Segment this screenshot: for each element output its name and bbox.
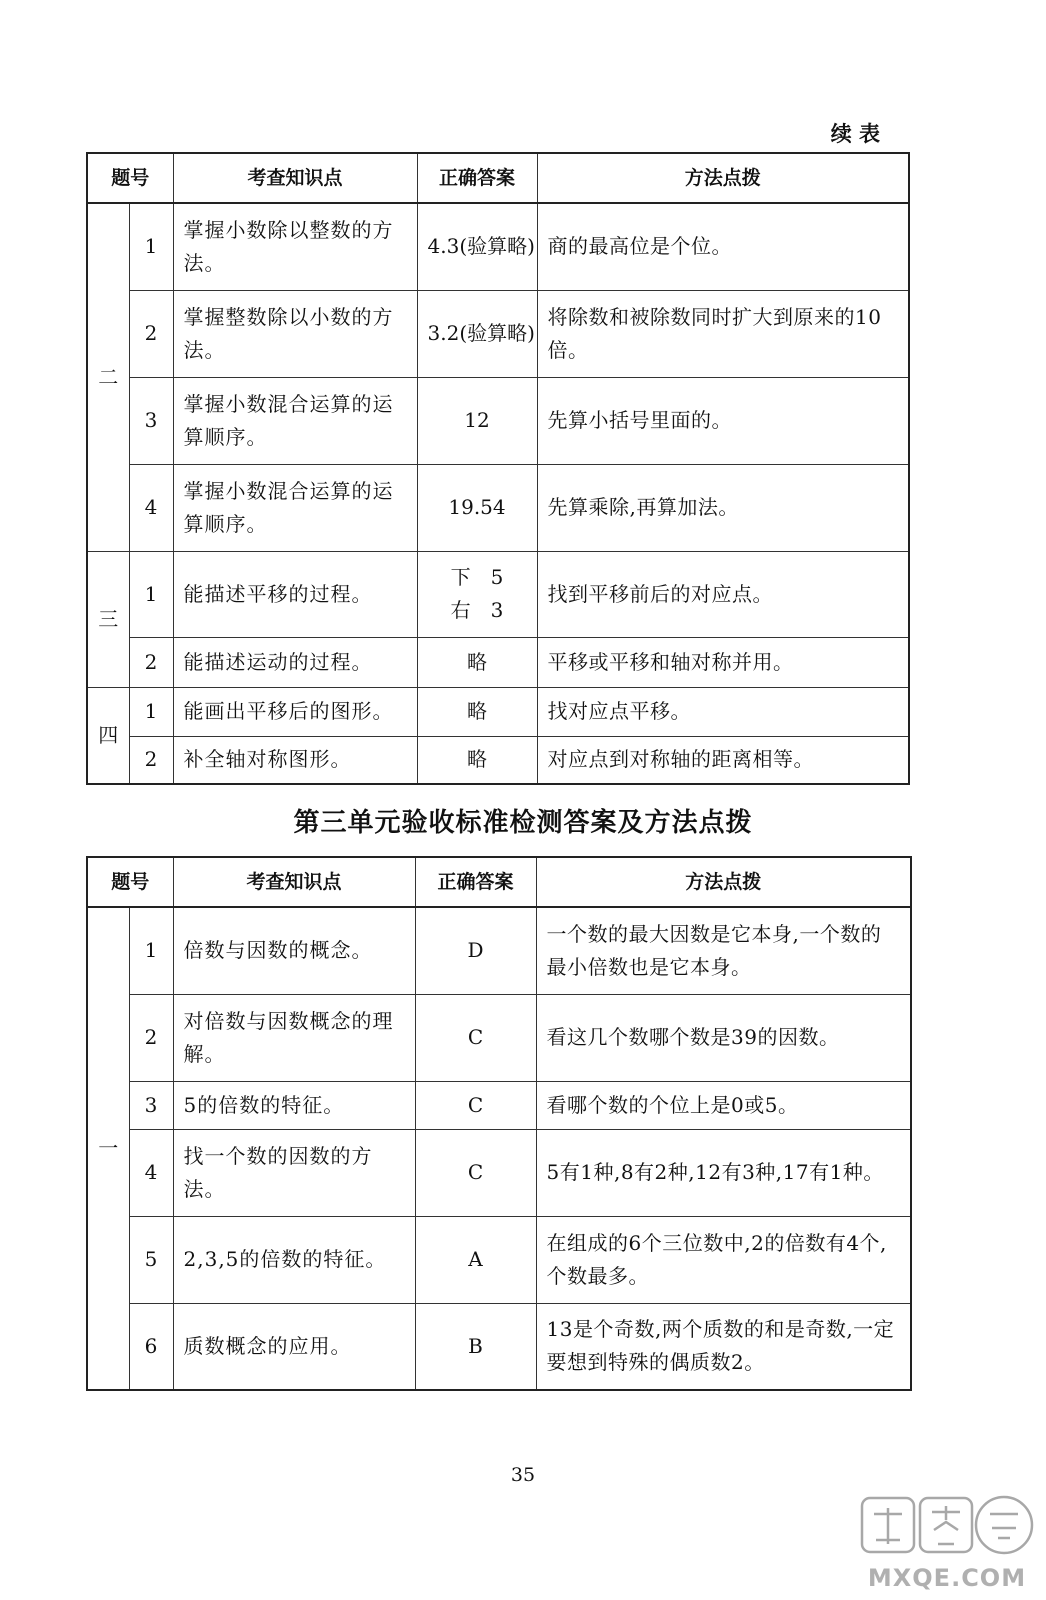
- method-tip: 商的最高位是个位。: [537, 203, 909, 290]
- correct-answer: 19.54: [417, 464, 537, 551]
- continued-label: 续 表: [830, 122, 880, 146]
- question-number: 4: [129, 464, 173, 551]
- table-row: [87, 687, 909, 736]
- method-tip: 看哪个数的个位上是0或5。: [536, 1081, 911, 1129]
- correct-answer: 4.3(验算略): [417, 203, 537, 290]
- question-number: 1: [129, 687, 173, 736]
- knowledge-point: 补全轴对称图形。: [173, 736, 417, 784]
- knowledge-point: 掌握整数除以小数的方法。: [173, 290, 417, 377]
- correct-answer: 略: [417, 736, 537, 784]
- knowledge-point: 能描述运动的过程。: [173, 637, 417, 687]
- watermark-logo: [852, 1490, 1042, 1596]
- method-tip: 将除数和被除数同时扩大到原来的10倍。: [537, 290, 909, 377]
- question-number: 1: [129, 203, 173, 290]
- correct-answer: C: [415, 1129, 536, 1216]
- table-row: [87, 290, 909, 377]
- table-row: [87, 464, 909, 551]
- header-question-number: 题号: [87, 857, 173, 907]
- knowledge-point: 倍数与因数的概念。: [173, 907, 415, 994]
- question-number: 2: [129, 290, 173, 377]
- correct-answer: C: [415, 1081, 536, 1129]
- question-number: 2: [129, 637, 173, 687]
- header-method-tips: 方法点拨: [536, 857, 911, 907]
- section-title: 第三单元验收标准检测答案及方法点拨: [293, 808, 753, 838]
- table-row: [87, 1081, 911, 1129]
- method-tip: 先算乘除,再算加法。: [537, 464, 909, 551]
- question-number: 3: [129, 1081, 173, 1129]
- method-tip: 5有1种,8有2种,12有3种,17有1种。: [536, 1129, 911, 1216]
- header-correct-answer: 正确答案: [415, 857, 536, 907]
- question-number: 3: [129, 377, 173, 464]
- header-knowledge-point: 考查知识点: [173, 857, 415, 907]
- method-tip: 13是个奇数,两个质数的和是奇数,一定要想到特殊的偶质数2。: [536, 1303, 911, 1390]
- method-tip: 找到平移前后的对应点。: [537, 551, 909, 637]
- table-header-row: [87, 153, 909, 203]
- knowledge-point: 能描述平移的过程。: [173, 551, 417, 637]
- table-row: [87, 907, 911, 994]
- header-correct-answer: 正确答案: [417, 153, 537, 203]
- knowledge-point: 质数概念的应用。: [173, 1303, 415, 1390]
- correct-answer: [417, 551, 537, 637]
- svg-text:MXQE.COM: MXQE.COM: [867, 1564, 1027, 1592]
- knowledge-point: 掌握小数混合运算的运算顺序。: [173, 377, 417, 464]
- question-number: 5: [129, 1216, 173, 1303]
- question-number: 2: [129, 736, 173, 784]
- correct-answer: 略: [417, 637, 537, 687]
- knowledge-point: 掌握小数除以整数的方法。: [173, 203, 417, 290]
- table-row: [87, 736, 909, 784]
- correct-answer: 3.2(验算略): [417, 290, 537, 377]
- question-number: 2: [129, 994, 173, 1081]
- knowledge-point: 2,3,5的倍数的特征。: [173, 1216, 415, 1303]
- method-tip: 看这几个数哪个数是39的因数。: [536, 994, 911, 1081]
- method-tip: 在组成的6个三位数中,2的倍数有4个,个数最多。: [536, 1216, 911, 1303]
- correct-answer: 略: [417, 687, 537, 736]
- page-number: 35: [510, 1464, 536, 1486]
- table-row: [87, 1129, 911, 1216]
- question-number: 1: [129, 551, 173, 637]
- answer-line: 右 3: [450, 598, 504, 622]
- method-tip: 对应点到对称轴的距离相等。: [537, 736, 909, 784]
- header-method-tips: 方法点拨: [537, 153, 909, 203]
- section-label: 四: [87, 687, 129, 784]
- table-row: [87, 637, 909, 687]
- correct-answer: A: [415, 1216, 536, 1303]
- question-number: 6: [129, 1303, 173, 1390]
- section-label: 三: [87, 551, 129, 687]
- table-row: [87, 551, 909, 637]
- method-tip: 先算小括号里面的。: [537, 377, 909, 464]
- correct-answer: C: [415, 994, 536, 1081]
- method-tip: 平移或平移和轴对称并用。: [537, 637, 909, 687]
- knowledge-point: 找一个数的因数的方法。: [173, 1129, 415, 1216]
- knowledge-point: 能画出平移后的图形。: [173, 687, 417, 736]
- header-knowledge-point: 考查知识点: [173, 153, 417, 203]
- method-tip: 找对应点平移。: [537, 687, 909, 736]
- table-row: [87, 994, 911, 1081]
- answer-table-unit-3: [86, 856, 912, 1391]
- table-row: [87, 1303, 911, 1390]
- table-row: [87, 377, 909, 464]
- question-number: 1: [129, 907, 173, 994]
- section-label: 一: [87, 907, 129, 1390]
- answer-table-continued: [86, 152, 910, 785]
- question-number: 4: [129, 1129, 173, 1216]
- table-row: [87, 1216, 911, 1303]
- method-tip: 一个数的最大因数是它本身,一个数的最小倍数也是它本身。: [536, 907, 911, 994]
- correct-answer: B: [415, 1303, 536, 1390]
- correct-answer: 12: [417, 377, 537, 464]
- header-question-number: 题号: [87, 153, 173, 203]
- knowledge-point: 对倍数与因数概念的理解。: [173, 994, 415, 1081]
- knowledge-point: 5的倍数的特征。: [173, 1081, 415, 1129]
- correct-answer: D: [415, 907, 536, 994]
- section-label: 二: [87, 203, 129, 551]
- answer-line: 下 5: [450, 565, 504, 589]
- table-row: [87, 203, 909, 290]
- table-header-row: [87, 857, 911, 907]
- knowledge-point: 掌握小数混合运算的运算顺序。: [173, 464, 417, 551]
